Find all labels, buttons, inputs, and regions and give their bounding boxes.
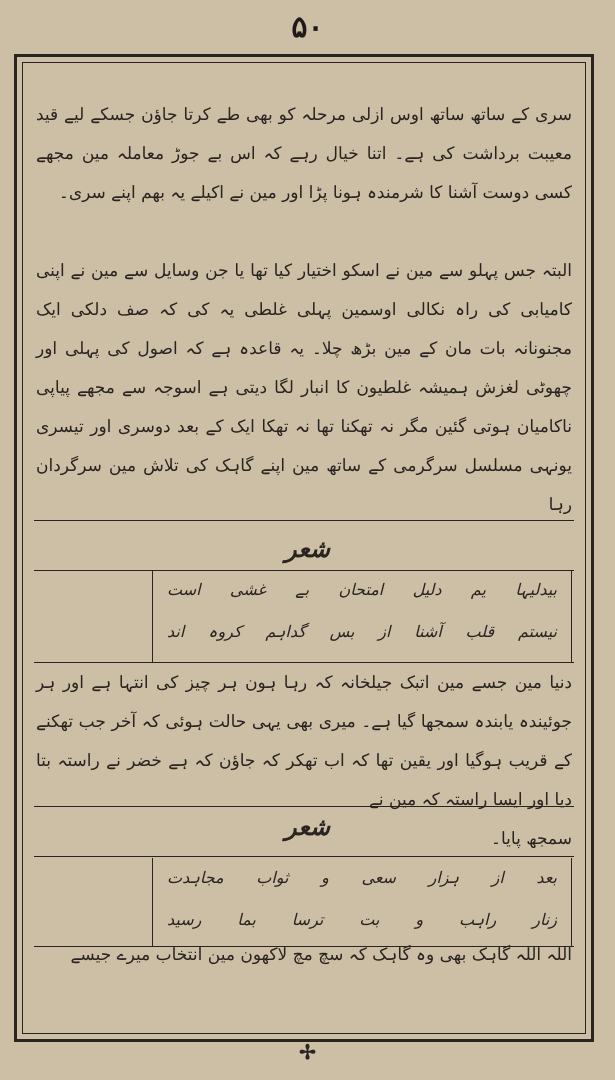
verse-line: زنار راہب و بت ترسا بما رسید	[167, 910, 557, 929]
divider	[34, 856, 574, 857]
verse-line: بیدلیہا یم دلیل امتحان بے غشی است	[167, 580, 557, 599]
ornament-mark: ✢	[299, 1040, 316, 1064]
verse-line: نیستم قلب آشنا از بس گداہم کروہ اند	[167, 622, 557, 641]
paragraph-1: سری کے ساتھ ساتھ اوس ازلی مرحلہ کو بھی طے کرتا جاؤن جسکے لیے قید معیبت برداشت کی ہے۔ اتنا خیال رہے کہ اس بے جوڑ معاملہ مین مجھے کسی دوست آشنا کا شرمندہ ہونا پڑا اور مین نے اکیلے یہ بھم اپنے سری۔	[36, 105, 572, 203]
verse-line: بعد از ہزار سعی و ثواب مجاہدت	[167, 868, 557, 887]
paragraph-2: البتہ جس پہلو سے مین نے اسکو اختیار کیا تھا یا جن وسایل سے مین نے اپنی کامیابی کی راہ نکالی اوسمین پہلی غلطی یہ کی کہ صف دلکی ایک مجنونانہ بات مان کے مین بڑھ چلا۔ یہ قاعدہ ہے کہ اصول کی پہلی اور چھوٹی لغزش ہمیشہ غلطیون کا انبار لگا دیتی ہے اسوجہ سے مجھے پیاپی ناکامیان ہوتی گئین مگر نہ تھکنا تھا نہ تھکا ایک کے بعد دوسری اور تیسری یونہی مسلسل سرگرمی کے ساتھ مین اپنے گاہک کی تلاش مین سرگردان رہا	[36, 261, 572, 515]
paragraph-3: دنیا مین جسے مین اتبک جیلخانہ کہ رہا ہون ہر چیز کی انتہا ہے اور ہر جوئیندہ یابندہ سمجھا گیا ہے۔ میری بھی یہی حالت ہوئی کہ آخر جب تھکنے کے قریب ہوگیا اور یقین تھا کہ اب تھکر کہ جاؤن کہ ہے خضر نے راستہ بتا دیا اور ایسا راستہ کہ مین نے	[36, 673, 572, 810]
verse-heading-1: شعر	[285, 534, 330, 563]
paragraph-4: سمجھ پایا۔	[491, 829, 572, 849]
divider	[34, 806, 574, 807]
divider	[34, 520, 574, 521]
verse-box-2	[152, 858, 572, 946]
verse-box-1	[152, 570, 572, 662]
divider	[34, 662, 574, 663]
paragraph-5: اللہ اللہ گاہک بھی وہ گاہک کہ سچ مچ لاکھون مین انتخاب میرے جیسے	[70, 945, 572, 965]
page-number: ۵۰	[291, 10, 324, 45]
verse-heading-2: شعر	[285, 812, 330, 841]
